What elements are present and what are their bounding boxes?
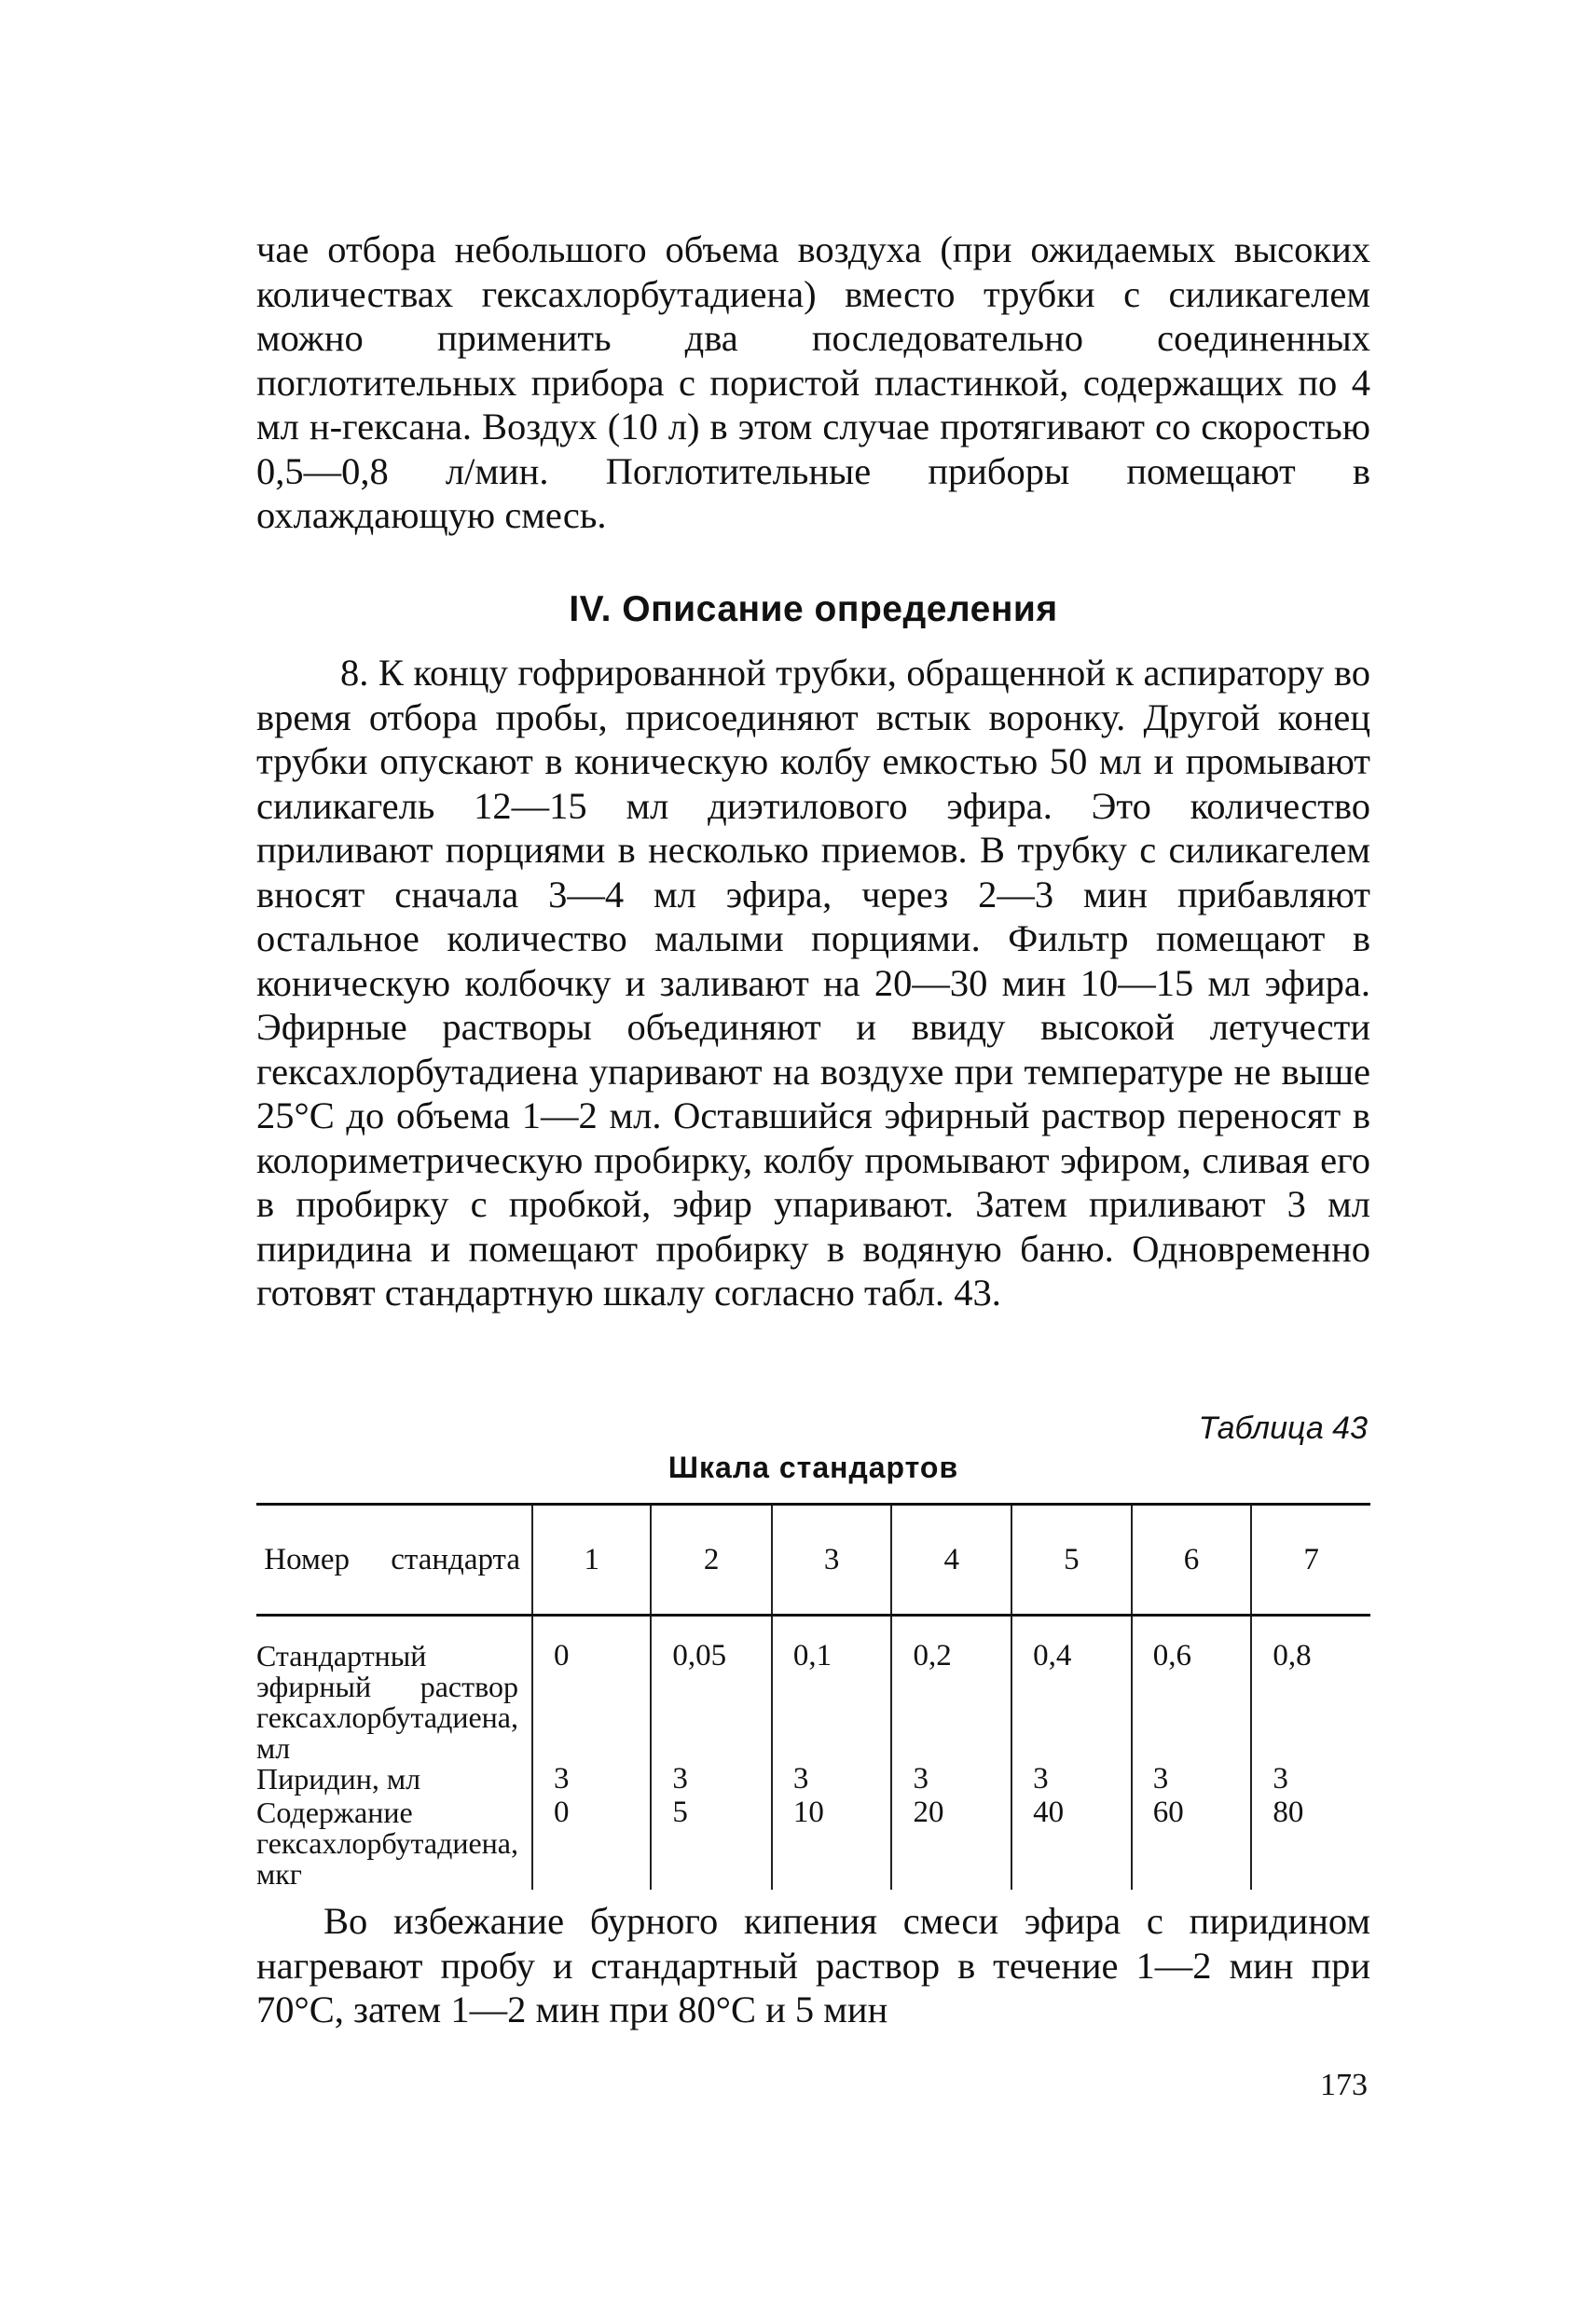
table-row bbox=[256, 1764, 1370, 1797]
column-header: 7 bbox=[1251, 1505, 1370, 1616]
column-header: 5 bbox=[1011, 1505, 1132, 1616]
table-cell: 5 bbox=[651, 1797, 771, 1890]
column-header: 6 bbox=[1132, 1505, 1252, 1616]
row-label: Стандартный эфирный раствор гексахлорбутадиена, мл bbox=[256, 1639, 518, 1765]
header-label: Номер стандарта bbox=[264, 1542, 520, 1576]
table-cell: 0,1 bbox=[772, 1616, 892, 1765]
table-cell: 0 bbox=[532, 1797, 651, 1890]
table-cell: 80 bbox=[1251, 1797, 1370, 1890]
section-heading: IV. Описание определения bbox=[569, 589, 1058, 629]
table-title: Шкала стандартов bbox=[667, 1451, 959, 1484]
table-cell: 3 bbox=[772, 1764, 892, 1797]
table-cell: 3 bbox=[532, 1764, 651, 1797]
table-row bbox=[256, 1797, 1370, 1890]
column-header: 2 bbox=[651, 1505, 771, 1616]
table-cell: 3 bbox=[1011, 1764, 1132, 1797]
table-cell: 0,4 bbox=[1011, 1616, 1132, 1765]
row-label: Пиридин, мл bbox=[256, 1762, 421, 1796]
table-cell: 0 bbox=[532, 1616, 651, 1765]
table-header-row bbox=[256, 1505, 1370, 1616]
table-cell: 0,6 bbox=[1132, 1616, 1252, 1765]
table-row bbox=[256, 1616, 1370, 1765]
paragraph-8: 8. К концу гофрированной трубки, обращенной к аспиратору во время отбора пробы, присоединяют встык воронку. Другой конец трубки опускают в коническую колбу емкостью 50 мл и промывают силикагель 12—15 мл диэтилового эфира. Это количество приливают порциями в несколько приемов. В трубку с силикагелем вносят сначала 3—4 мл эфира, через 2—3 мин прибавляют остальное количество малыми порциями. Фильтр помещают в коническую колбочку и заливают на 20—30 мин 10—15 мл эфира. Эфирные растворы объединяют и ввиду высокой летучести гексахлорбутадиена упаривают на воздухе при температуре не выше 25°С до объема 1—2 мл. Оставшийся эфирный раствор переносят в колориметрическую пробирку, колбу промывают эфиром, сливая его в пробирку с пробкой, эфир упаривают. Затем приливают 3 мл пиридина и помещают пробирку в водяную баню. Одновременно готовят стандартную шкалу согласно табл. 43. bbox=[256, 652, 1370, 1314]
standards-table bbox=[256, 1503, 1370, 1890]
table-cell: 3 bbox=[891, 1764, 1011, 1797]
intro-paragraph: чае отбора небольшого объема воздуха (при ожидаемых высоких количествах гексахлорбутадиена) вместо трубки с силикагелем можно применить два последовательно соединенных поглотительных прибора с пористой пластинкой, содержащих по 4 мл н-гексана. Воздух (10 л) в этом случае протягивают со скоростью 0,5—0,8 л/мин. Поглотительные приборы помещают в охлаждающую смесь. bbox=[256, 228, 1370, 536]
table-caption: Таблица 43 bbox=[1198, 1411, 1368, 1446]
table-cell: 20 bbox=[891, 1797, 1011, 1890]
page-number: 173 bbox=[1320, 2068, 1368, 2102]
table-cell: 0,05 bbox=[651, 1616, 771, 1765]
table-cell: 3 bbox=[651, 1764, 771, 1797]
table-cell: 10 bbox=[772, 1797, 892, 1890]
column-header: 4 bbox=[891, 1505, 1011, 1616]
table-cell: 3 bbox=[1251, 1764, 1370, 1797]
column-header: 1 bbox=[532, 1505, 651, 1616]
table-cell: 40 bbox=[1011, 1797, 1132, 1890]
table-cell: 0,8 bbox=[1251, 1616, 1370, 1765]
table-cell: 0,2 bbox=[891, 1616, 1011, 1765]
table-cell: 60 bbox=[1132, 1797, 1252, 1890]
table-cell: 3 bbox=[1132, 1764, 1252, 1797]
column-header: 3 bbox=[772, 1505, 892, 1616]
after-table-paragraph: Во избежание бурного кипения смеси эфира с пиридином нагревают пробу и стандартный раствор в течение 1—2 мин при 70°С, затем 1—2 мин при 80°С и 5 мин bbox=[256, 1900, 1370, 2030]
row-label: Содержание гексахлорбутадиена, мкг bbox=[256, 1796, 518, 1891]
